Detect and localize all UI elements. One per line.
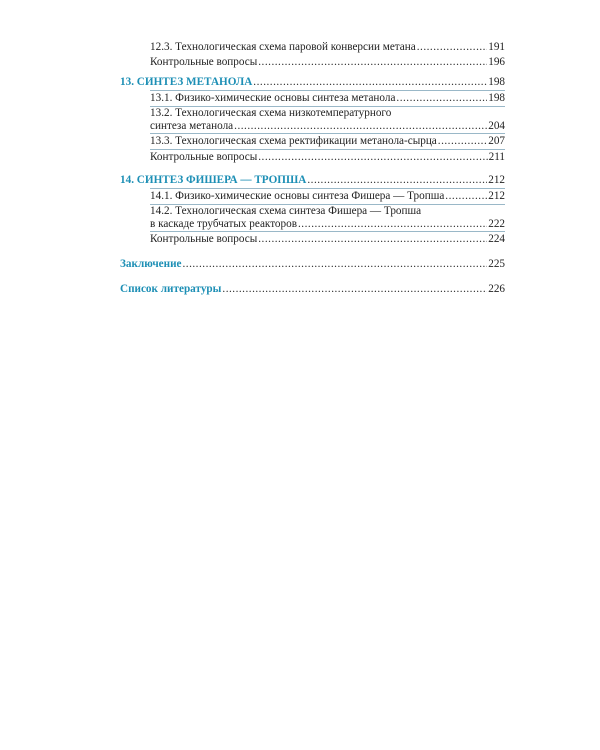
toc-leader-dots — [445, 189, 487, 204]
toc-leader-dots — [298, 218, 487, 231]
toc-entry-page: 224 — [488, 233, 505, 245]
toc-chapter-title: Список литературы — [120, 283, 222, 295]
toc-entry-13-3[interactable] — [120, 134, 505, 149]
toc-entry-title-line2: в каскаде трубчатых реакторов — [150, 218, 297, 230]
toc-entry-page: 222 — [488, 218, 505, 230]
toc-entry-14-questions[interactable] — [120, 232, 505, 247]
toc-entry-page: 191 — [488, 41, 505, 53]
toc-leader-dots — [307, 173, 487, 188]
toc-entry-page: 211 — [488, 151, 505, 163]
table-of-contents — [120, 40, 505, 297]
toc-entry-page: 198 — [488, 92, 505, 104]
toc-entry-title-line2: синтеза метанола — [150, 120, 234, 132]
toc-chapter-page: 226 — [488, 283, 505, 295]
toc-leader-dots — [438, 134, 487, 149]
toc-leader-dots — [258, 55, 487, 70]
toc-entry-13-1[interactable] — [120, 91, 505, 106]
toc-chapter-14[interactable] — [120, 173, 505, 188]
toc-entry-13-2[interactable] — [120, 107, 505, 133]
toc-entry-14-1[interactable] — [120, 189, 505, 204]
toc-entry-title: Контрольные вопросы — [150, 151, 258, 163]
toc-entry-title-line1: 14.2. Технологическая схема синтеза Фишера — Тропша — [150, 205, 422, 217]
toc-entry-title: Контрольные вопросы — [150, 233, 258, 245]
toc-entry-page: 196 — [488, 56, 505, 68]
toc-leader-dots — [258, 150, 487, 165]
toc-leader-dots — [396, 91, 487, 106]
toc-entry-14-2[interactable] — [120, 205, 505, 231]
toc-entry-title: Контрольные вопросы — [150, 56, 258, 68]
toc-leader-dots — [234, 120, 487, 133]
toc-entry-page: 207 — [488, 135, 505, 147]
toc-leader-dots — [222, 282, 487, 297]
toc-chapter-page: 198 — [488, 76, 505, 88]
toc-entry-title: 13.1. Физико-химические основы синтеза метанола — [150, 92, 396, 104]
toc-chapter-title: 14. СИНТЕЗ ФИШЕРА — ТРОПША — [120, 174, 307, 186]
toc-entry-12-questions[interactable] — [120, 55, 505, 70]
toc-leader-dots — [253, 75, 487, 90]
toc-entry-title: 13.3. Технологическая схема ректификации метанола-сырца — [150, 135, 437, 147]
toc-chapter-title: Заключение — [120, 258, 182, 270]
toc-chapter-page: 212 — [488, 174, 505, 186]
toc-leader-dots — [182, 257, 487, 272]
toc-chapter-13[interactable] — [120, 75, 505, 90]
toc-entry-12-3[interactable] — [120, 40, 505, 55]
toc-conclusion[interactable] — [120, 257, 505, 272]
toc-leader-dots — [417, 40, 487, 55]
toc-leader-dots — [258, 232, 487, 247]
toc-entry-title: 14.1. Физико-химические основы синтеза Фишера — Тропша — [150, 190, 445, 202]
toc-entry-title: 12.3. Технологическая схема паровой конверсии метана — [150, 41, 416, 53]
toc-chapter-title: 13. СИНТЕЗ МЕТАНОЛА — [120, 76, 253, 88]
toc-entry-page: 204 — [488, 120, 505, 132]
toc-references[interactable] — [120, 282, 505, 297]
toc-entry-13-questions[interactable] — [120, 150, 505, 165]
toc-chapter-page: 225 — [488, 258, 505, 270]
toc-entry-title-line1: 13.2. Технологическая схема низкотемпературного — [150, 107, 392, 119]
toc-entry-page: 212 — [488, 190, 505, 202]
